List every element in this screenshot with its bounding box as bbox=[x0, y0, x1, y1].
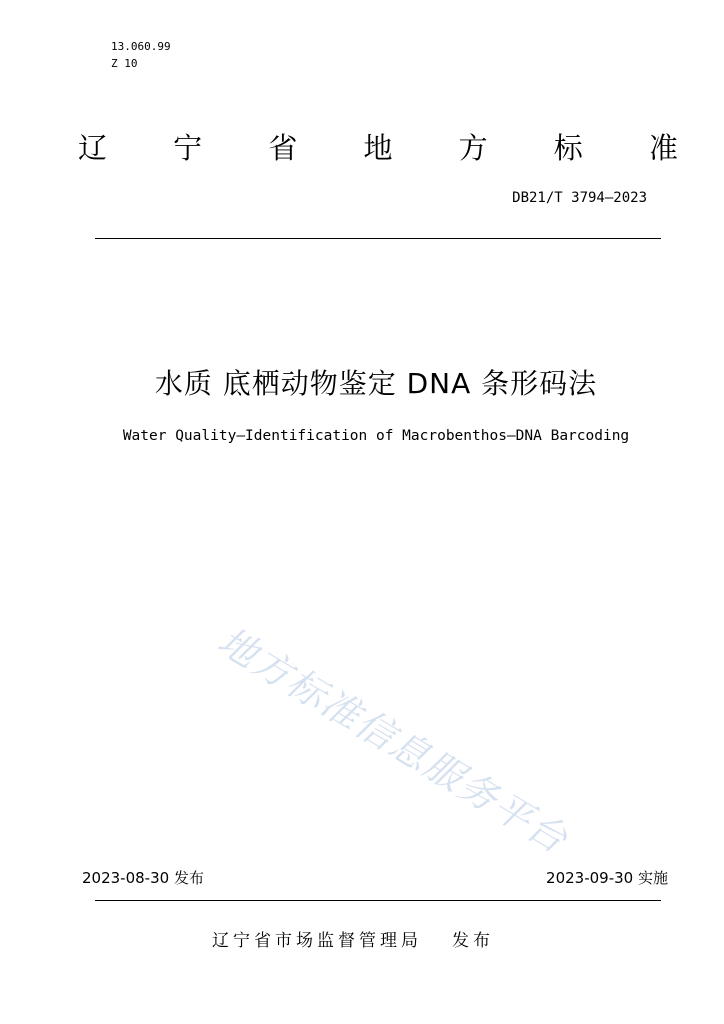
document-title-english: Water Quality—Identification of Macrobenthos—DNA Barcoding bbox=[122, 428, 630, 444]
authority-action: 发布 bbox=[452, 931, 494, 951]
issuer-title-char: 宁 bbox=[173, 130, 203, 165]
issuer-title bbox=[78, 126, 678, 166]
publish-date: 2023-08-30 发布 bbox=[82, 869, 204, 887]
issuer-title-char: 标 bbox=[553, 130, 583, 165]
ccs-code: Z 10 bbox=[111, 57, 138, 70]
footer-divider bbox=[95, 900, 661, 901]
issuer-title-char: 辽 bbox=[78, 130, 108, 165]
header-divider bbox=[95, 238, 661, 239]
ics-code: 13.060.99 bbox=[111, 40, 171, 53]
standard-number: DB21/T 3794—2023 bbox=[512, 190, 647, 206]
authority-name: 辽宁省市场监督管理局 bbox=[212, 931, 422, 951]
watermark: 地方标准信息服务平台 bbox=[210, 618, 576, 863]
issuer-title-char: 省 bbox=[268, 130, 298, 165]
classification-codes bbox=[111, 38, 171, 72]
issuer-title-char: 准 bbox=[648, 130, 678, 165]
issuing-authority bbox=[212, 926, 494, 951]
issuer-title-char: 地 bbox=[363, 130, 393, 165]
implement-date: 2023-09-30 实施 bbox=[546, 869, 668, 887]
document-title-chinese: 水质 底栖动物鉴定 DNA 条形码法 bbox=[154, 367, 598, 400]
issuer-title-char: 方 bbox=[458, 130, 488, 165]
